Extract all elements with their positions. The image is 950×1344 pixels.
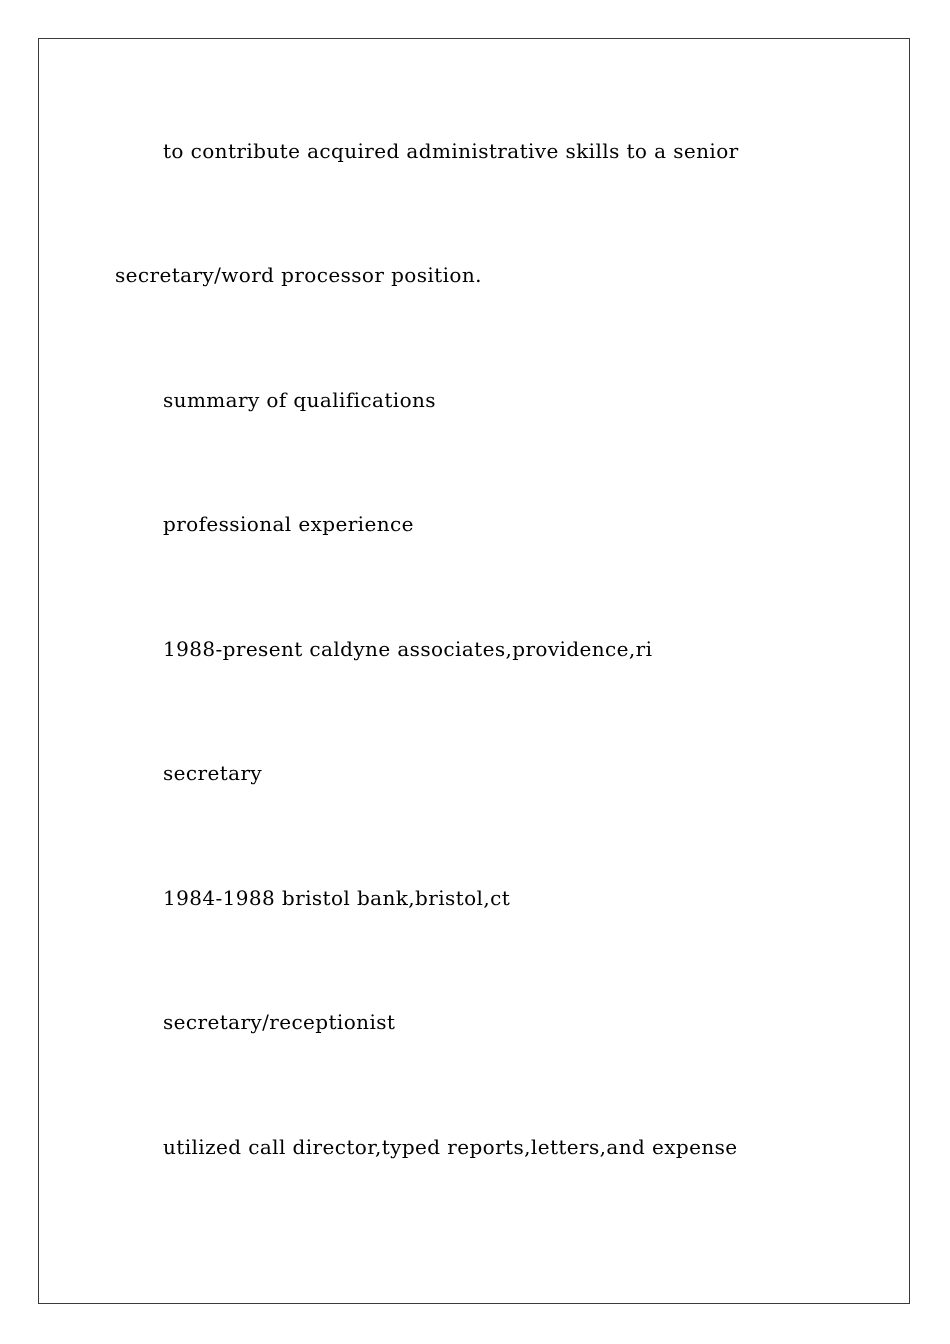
objective-text-line-2: secretary/word processor position. [115,263,482,287]
page-border [38,38,910,1304]
objective-text-line-1: to contribute acquired administrative skills to a senior [163,139,739,163]
job-duties-text: utilized call director,typed reports,letters,and expense [163,1135,738,1159]
job-title-secretary: secretary [163,761,263,785]
job-entry-bristol-bank: 1984-1988 bristol bank,bristol,ct [163,886,511,910]
section-heading-experience: professional experience [163,512,414,536]
job-entry-caldyne: 1988-present caldyne associates,providence,ri [163,637,653,661]
job-title-receptionist: secretary/receptionist [163,1010,396,1034]
section-heading-summary: summary of qualifications [163,388,436,412]
